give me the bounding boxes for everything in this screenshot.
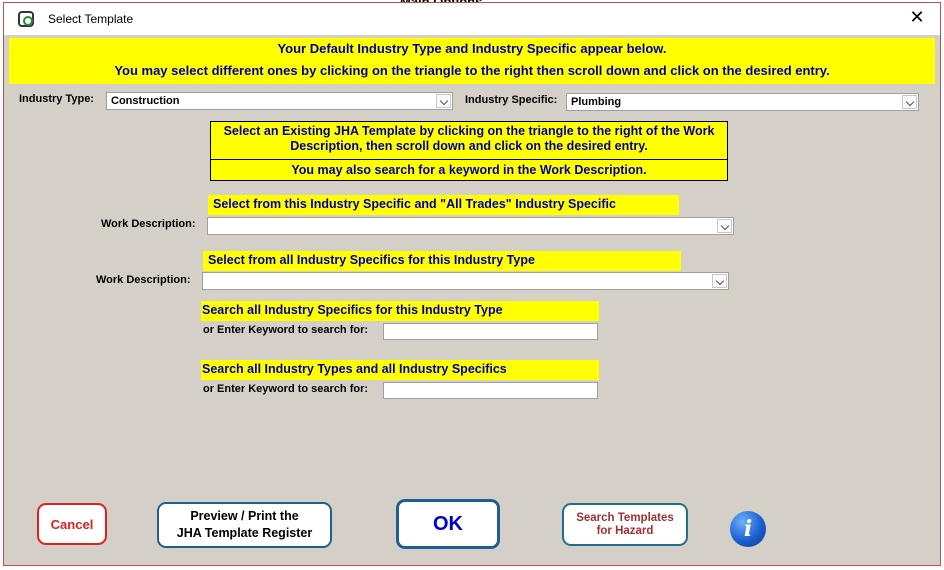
close-icon[interactable]: ✕ [909, 7, 925, 28]
instructions-divider [211, 159, 727, 160]
work-description-dropdown-1[interactable] [207, 217, 734, 235]
chevron-down-icon[interactable] [436, 94, 451, 108]
work-description-label-2: Work Description: [96, 274, 191, 286]
keyword-label-1: or Enter Keyword to search for: [203, 324, 369, 336]
search-templates-hazard-button[interactable] [562, 503, 688, 546]
banner-line-2: You may select different ones by clicking on the triangle to the right then scroll down and click on the desired entry. [114, 63, 830, 78]
chevron-down-icon[interactable] [717, 219, 732, 233]
instructions-box [210, 121, 728, 181]
chevron-down-icon[interactable] [712, 274, 727, 288]
select-template-dialog [3, 2, 941, 566]
industry-specific-dropdown[interactable] [566, 93, 919, 111]
search-button-line-2: for Hazard [596, 524, 654, 537]
title-bar [4, 3, 940, 35]
keyword-search-input-2[interactable] [383, 382, 598, 399]
preview-button-line-1: Preview / Print the [190, 509, 299, 523]
preview-print-register-button[interactable] [157, 502, 332, 548]
instructions-line-1: Select an Existing JHA Template by clicking on the triangle to the right of the Work Description, then scroll down and click on the desired entry. [223, 124, 715, 153]
window-title: Select Template [48, 12, 134, 26]
app-icon [18, 11, 34, 27]
work-description-label-1: Work Description: [101, 218, 196, 230]
section2-heading: Select from all Industry Specifics for this Industry Type [203, 251, 681, 271]
industry-type-dropdown[interactable] [106, 92, 453, 110]
work-description-dropdown-2[interactable] [202, 272, 729, 290]
search2-heading: Search all Industry Types and all Industry Specifics [201, 360, 599, 380]
industry-type-label: Industry Type: [19, 93, 94, 105]
industry-type-value: Construction [111, 95, 180, 107]
instructions-line-2: You may also search for a keyword in the Work Description. [291, 163, 647, 177]
industry-specific-label: Industry Specific: [465, 94, 558, 106]
search-button-line-1: Search Templates [576, 511, 674, 524]
keyword-label-2: or Enter Keyword to search for: [203, 383, 369, 395]
chevron-down-icon[interactable] [902, 95, 917, 109]
section1-heading: Select from this Industry Specific and "All Trades" Industry Specific [208, 195, 679, 215]
default-industry-banner [9, 38, 935, 84]
industry-specific-value: Plumbing [571, 96, 622, 108]
cancel-button[interactable]: Cancel [37, 503, 107, 545]
keyword-search-input-1[interactable] [383, 323, 598, 340]
ok-button[interactable]: OK [396, 499, 500, 549]
banner-line-1: Your Default Industry Type and Industry Specific appear below. [277, 41, 667, 56]
search1-heading: Search all Industry Specifics for this Industry Type [201, 301, 599, 321]
info-icon[interactable]: i [730, 511, 766, 547]
preview-button-line-2: JHA Template Register [176, 526, 313, 540]
